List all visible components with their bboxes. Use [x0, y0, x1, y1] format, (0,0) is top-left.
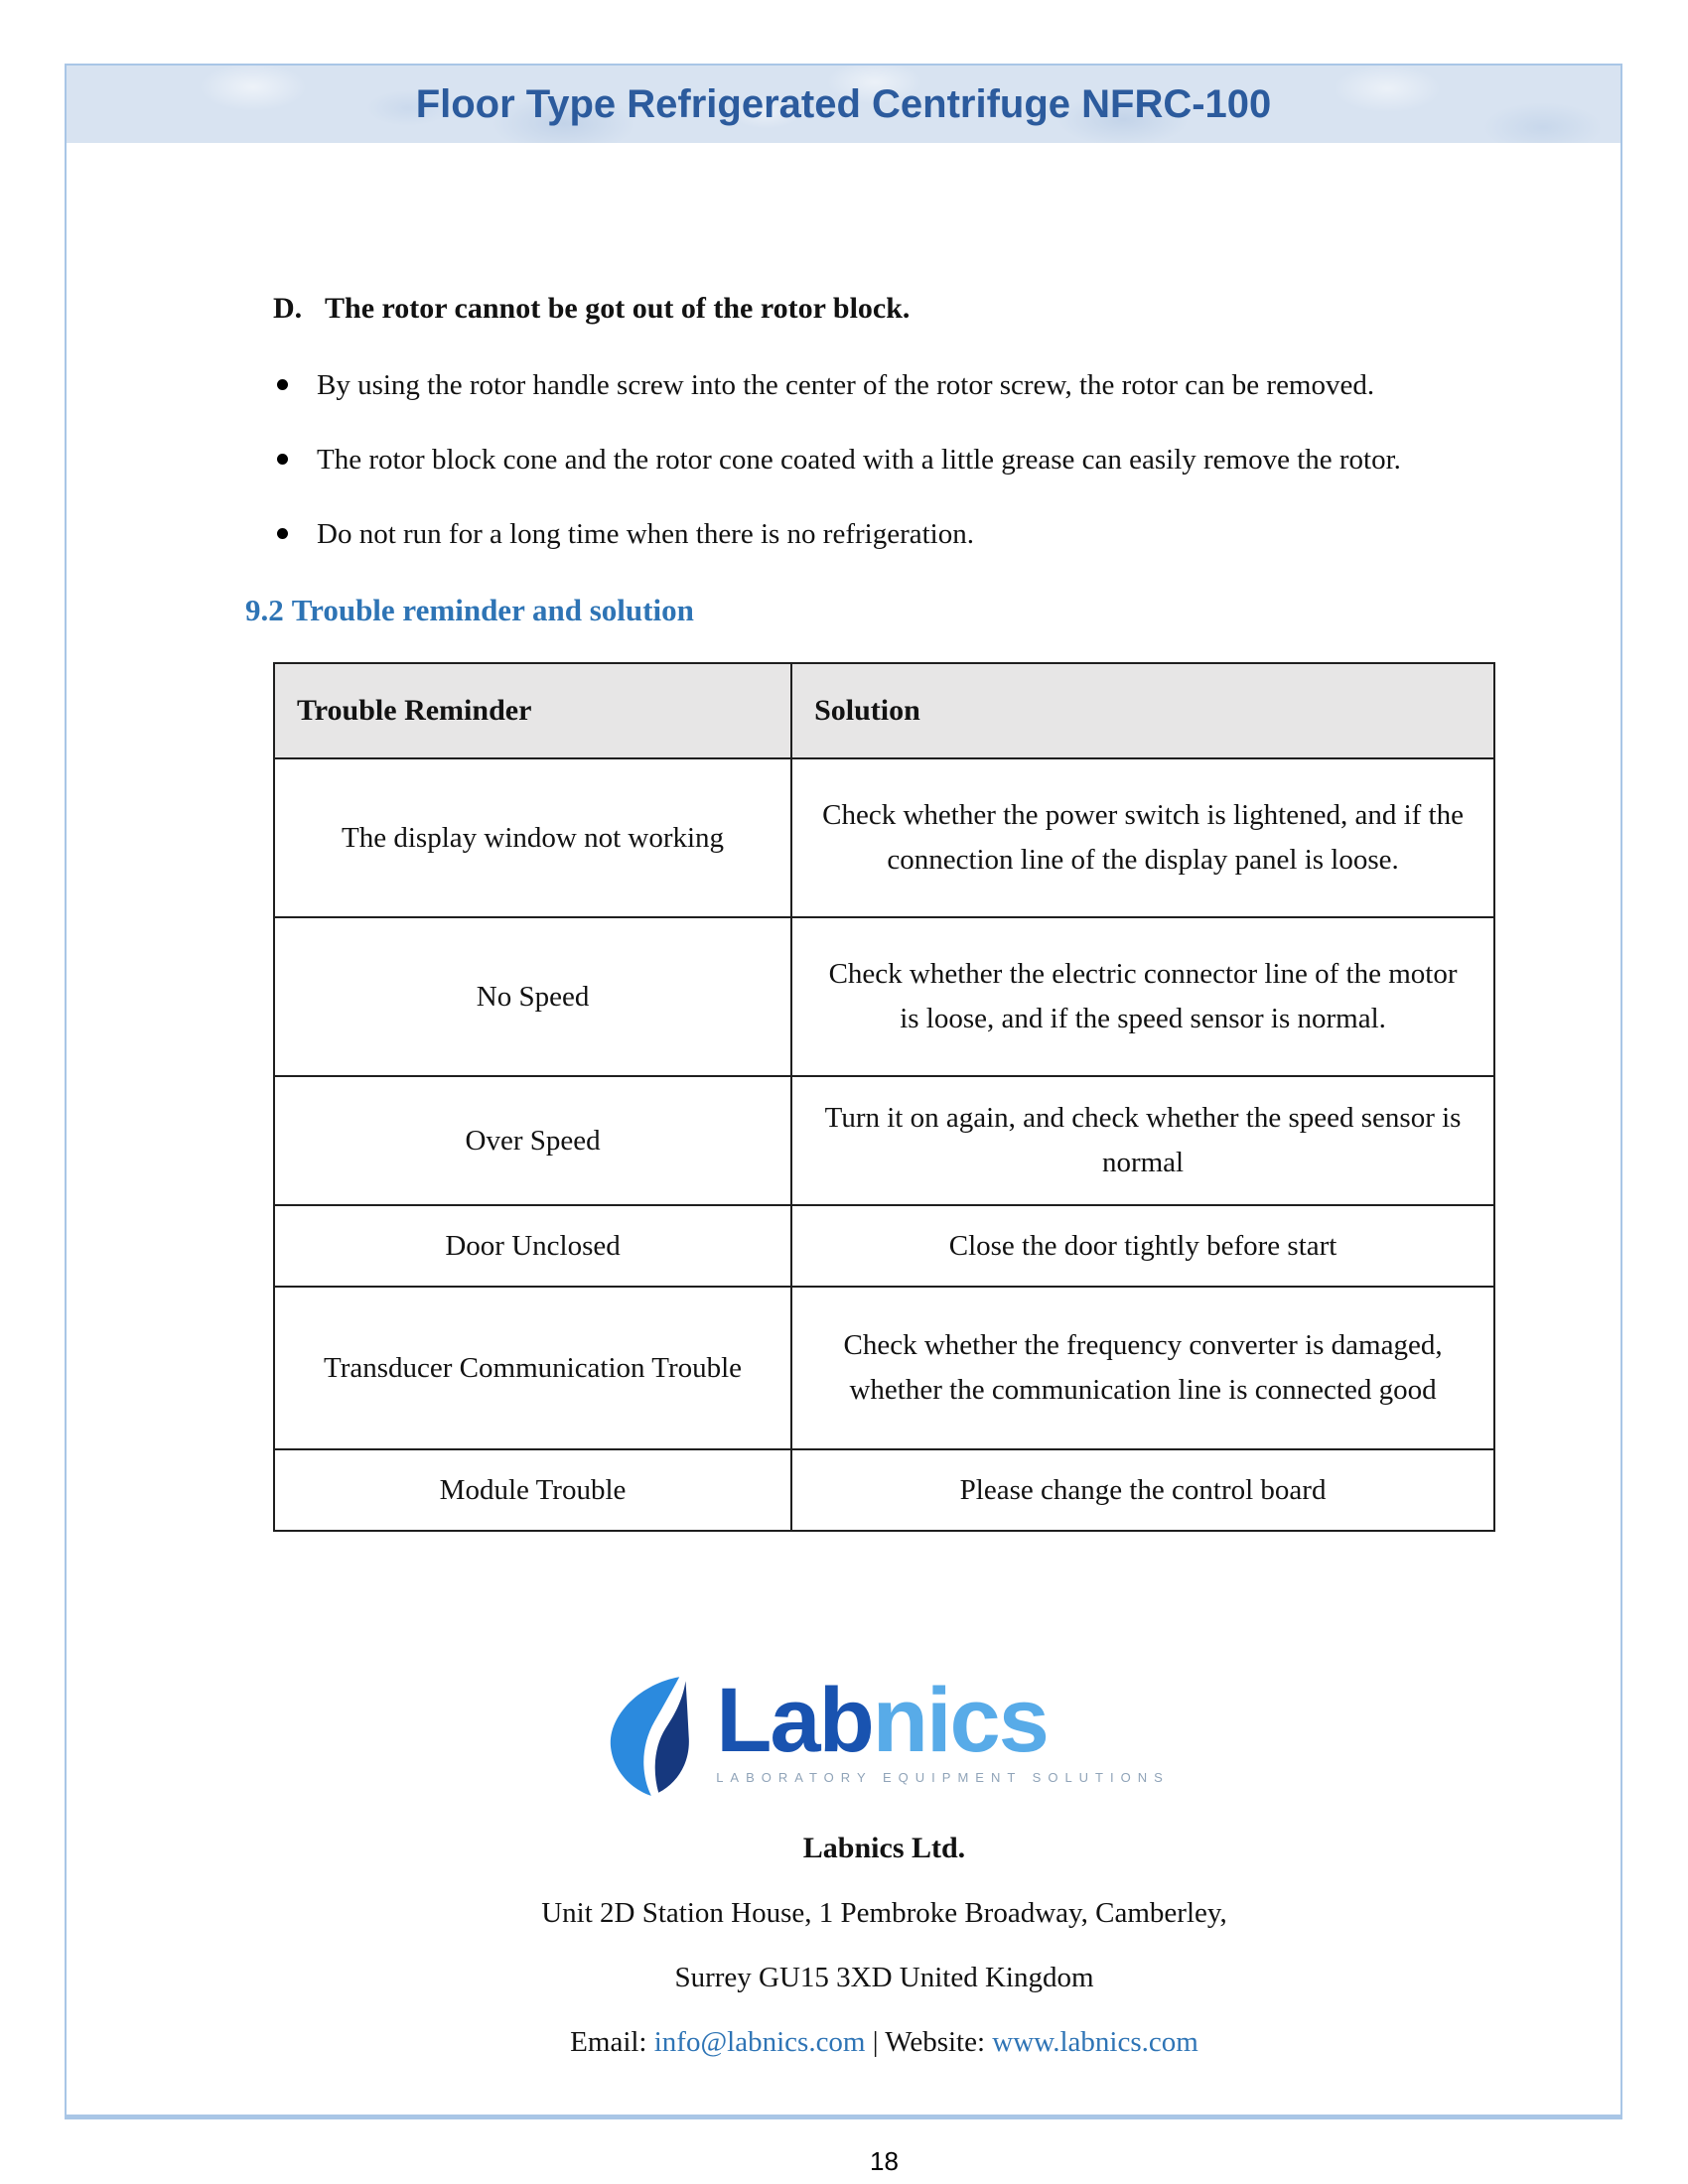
page-content [67, 292, 1620, 2177]
bullet-dot-icon [273, 512, 317, 557]
website-link[interactable]: www.labnics.com [992, 2026, 1198, 2058]
list-item [273, 438, 1495, 482]
bullet-text: By using the rotor handle screw into the center of the rotor screw, the rotor can be removed. [317, 369, 1375, 401]
table-row [274, 1076, 1494, 1205]
company-name: Labnics Ltd. [802, 1832, 966, 1864]
section-d-title: The rotor cannot be got out of the rotor block. [325, 292, 911, 325]
bullet-text: The rotor block cone and the rotor cone coated with a little grease can easily remove the rotor. [317, 444, 1401, 476]
column-header-solution: Solution [791, 663, 1494, 758]
logo-word-lab: Lab [716, 1670, 873, 1771]
page-title: Floor Type Refrigerated Centrifuge NFRC-100 [415, 81, 1272, 126]
list-item [273, 512, 1495, 557]
bullet-dot-icon [273, 438, 317, 482]
page-number: 18 [870, 2146, 899, 2176]
trouble-solution-table [273, 662, 1495, 1532]
section-title: Trouble reminder and solution [291, 593, 694, 627]
page-frame [65, 64, 1622, 2176]
solution-cell: Check whether the electric connector line of the motor is loose, and if the speed sensor is normal. [791, 917, 1494, 1076]
trouble-cell: Door Unclosed [274, 1205, 791, 1287]
address-line-1: Unit 2D Station House, 1 Pembroke Broadway, Camberley, [541, 1897, 1227, 1929]
separator: | [865, 2026, 886, 2058]
solution-cell: Check whether the power switch is lightened, and if the connection line of the display panel is loose. [791, 758, 1494, 917]
contact-line [273, 2026, 1495, 2059]
page-header-band [67, 66, 1620, 143]
table-header-row [274, 663, 1494, 758]
section-number: 9.2 [245, 593, 284, 627]
bullet-list [273, 363, 1495, 557]
table-row [274, 1449, 1494, 1531]
email-link[interactable]: info@labnics.com [653, 2026, 866, 2058]
trouble-cell: The display window not working [274, 758, 791, 917]
trouble-cell: Module Trouble [274, 1449, 791, 1531]
table-row [274, 758, 1494, 917]
labnics-logo [273, 1670, 1495, 1798]
website-label: Website: [885, 2026, 993, 2058]
trouble-cell: Over Speed [274, 1076, 791, 1205]
logo-tagline: LABORATORY EQUIPMENT SOLUTIONS [716, 1770, 1170, 1785]
logo-text-block [716, 1670, 1170, 1785]
logo-wordmark [716, 1670, 1170, 1771]
table-row [274, 917, 1494, 1076]
section-d-heading [273, 292, 1495, 326]
bullet-text: Do not run for a long time when there is no refrigeration. [317, 518, 974, 550]
table-row [274, 1287, 1494, 1449]
solution-cell: Please change the control board [791, 1449, 1494, 1531]
address-line-2: Surrey GU15 3XD United Kingdom [674, 1962, 1094, 1993]
list-item [273, 363, 1495, 408]
solution-cell: Close the door tightly before start [791, 1205, 1494, 1287]
trouble-cell: Transducer Communication Trouble [274, 1287, 791, 1449]
section-d-label: D. [273, 292, 303, 325]
solution-cell: Turn it on again, and check whether the speed sensor is normal [791, 1076, 1494, 1205]
logo-word-nics: nics [872, 1670, 1048, 1771]
table-row [274, 1205, 1494, 1287]
trouble-cell: No Speed [274, 917, 791, 1076]
solution-cell: Check whether the frequency converter is damaged, whether the communication line is connected good [791, 1287, 1494, 1449]
section-9-2-heading [245, 593, 1495, 628]
email-label: Email: [570, 2026, 654, 2058]
bullet-dot-icon [273, 363, 317, 408]
labnics-swoosh-icon [599, 1673, 710, 1798]
column-header-trouble: Trouble Reminder [274, 663, 791, 758]
